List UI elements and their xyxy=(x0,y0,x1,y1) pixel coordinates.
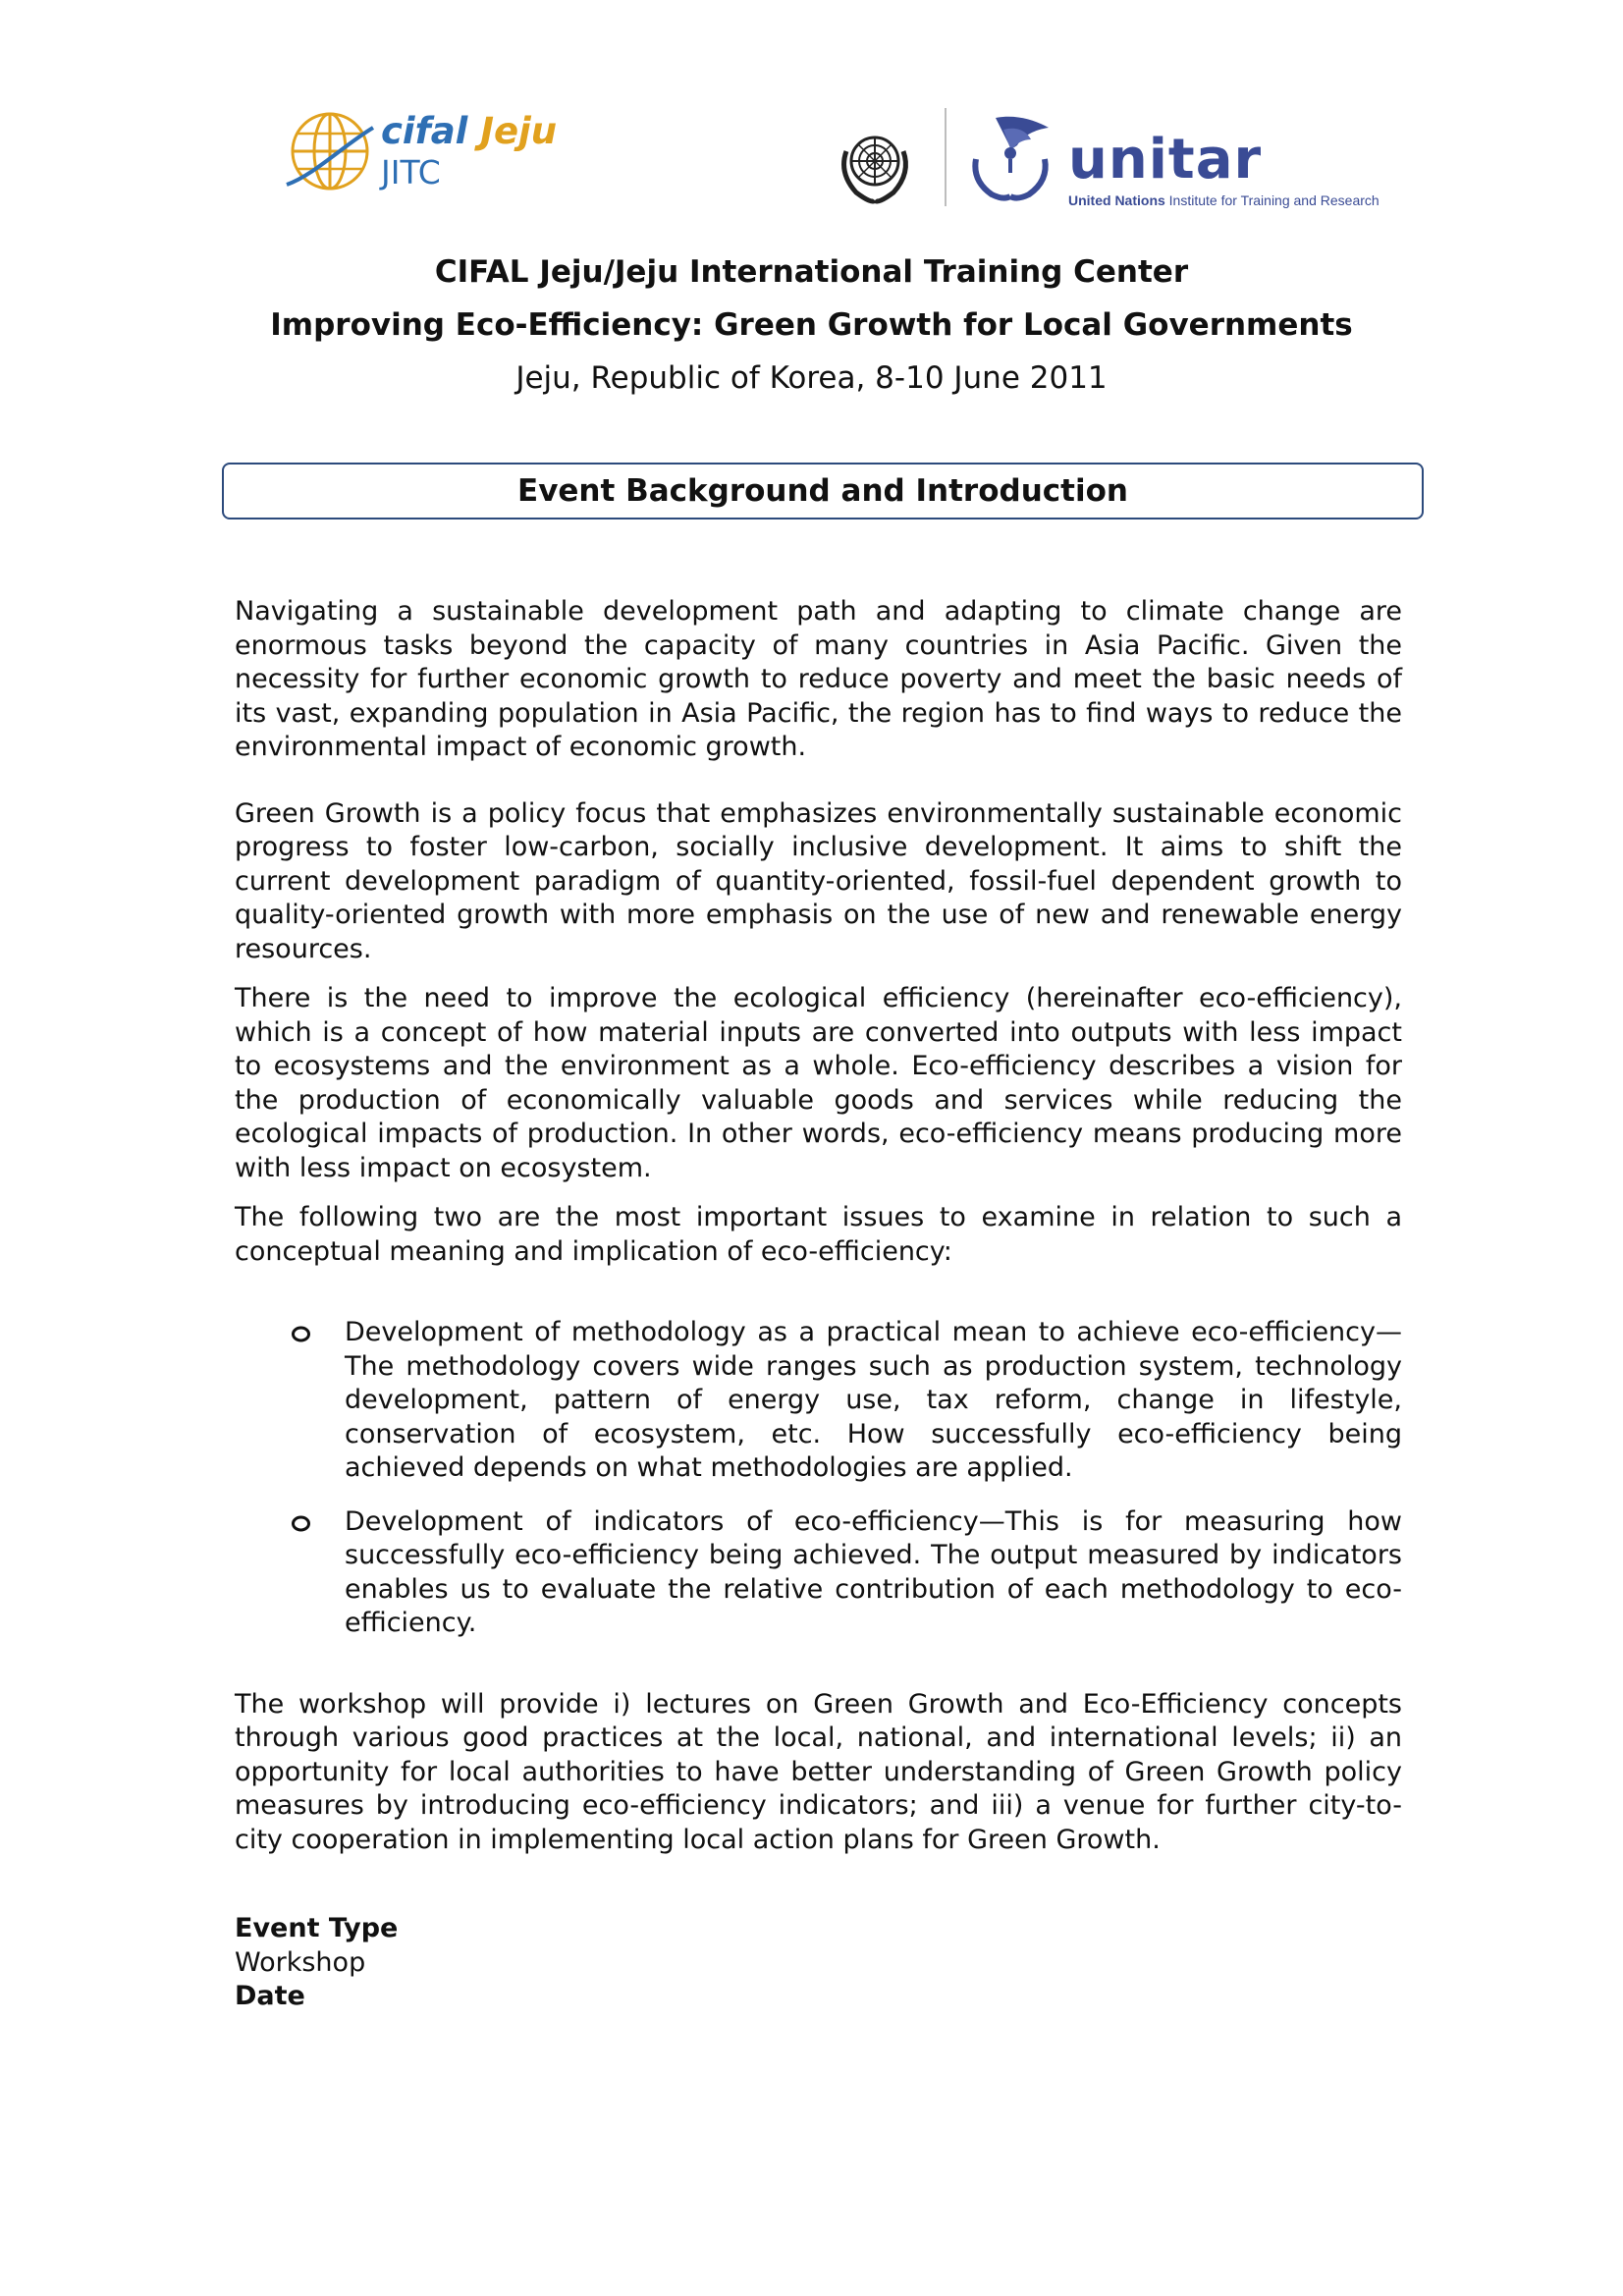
logo-divider xyxy=(945,108,947,206)
section-heading: Event Background and Introduction xyxy=(517,473,1128,509)
globe-icon xyxy=(285,106,375,196)
paragraph: The workshop will provide i) lectures on Green Growth and Eco-Efficiency concepts through various good practices at the local, national, and international levels; ii) an opportunity for local authorities to have better understanding of Green Growth policy measures by introducing eco-efficiency indicators; and iii) a venue for further city-to-city cooperation in implementing local action plans for Green Growth. xyxy=(235,1688,1402,1855)
document-body xyxy=(235,595,1402,2014)
date-label: Date xyxy=(235,1981,305,2011)
circle-bullet-icon xyxy=(291,1515,311,1532)
unitar-tagline: United Nations Institute for Training and Research xyxy=(1068,192,1380,208)
cifal-logo-text: cifal Jeju xyxy=(381,110,558,152)
list-item xyxy=(235,1505,1402,1641)
section-heading-box xyxy=(222,463,1424,519)
document-header xyxy=(0,246,1623,405)
unitar-emblem-icon xyxy=(966,110,1055,204)
document-title: CIFAL Jeju/Jeju International Training Center xyxy=(434,254,1189,290)
paragraph: There is the need to improve the ecological efficiency (hereinafter eco-efficiency), which is a concept of how material inputs are converted into outputs with less impact to ecosystems and the environment as a whole. Eco-efficiency describes a vision for the production of economically valuable goods and services while reducing the ecological impacts of production. In other words, eco-efficiency means producing more with less impact on ecosystem. xyxy=(235,983,1402,1183)
list-item-text: Development of methodology as a practical mean to achieve eco-efficiency—The methodology covers wide ranges such as production system, technology development, pattern of energy use, tax reform, change in lifestyle, conservation of ecosystem, etc. How successfully eco-efficiency being achieved depends on what methodologies are applied. xyxy=(345,1317,1402,1483)
paragraph: Navigating a sustainable development path and adapting to climate change are enormous tasks beyond the capacity of many countries in Asia Pacific. Given the necessity for further economic growth to reduce poverty and meet the basic needs of its vast, expanding population in Asia Pacific, the region has to find ways to reduce the environmental impact of economic growth. xyxy=(235,596,1402,762)
circle-bullet-icon xyxy=(291,1326,311,1342)
list-item-text: Development of indicators of eco-efficiency—This is for measuring how successfully eco-efficiency being achieved. The output measured by indicators enables us to evaluate the relative contribution of each methodology to eco-efficiency. xyxy=(345,1505,1402,1638)
list-item xyxy=(235,1316,1402,1486)
event-type-value: Workshop xyxy=(235,1946,366,1978)
document-subtitle: Improving Eco-Efficiency: Green Growth for Local Governments xyxy=(270,307,1353,343)
event-type-label: Event Type xyxy=(235,1913,399,1943)
jitc-logo-text: JITC xyxy=(381,153,441,191)
paragraph: Green Growth is a policy focus that emphasizes environmentally sustainable economic progress to foster low-carbon, socially inclusive development. It aims to shift the current development paradigm of quantity-oriented, fossil-fuel dependent growth to quality-oriented growth with more emphasis on the use of new and renewable energy resources. xyxy=(235,797,1402,964)
un-emblem-icon xyxy=(833,122,917,206)
unitar-logo-text: unitar xyxy=(1068,128,1263,191)
unitar-logo xyxy=(966,110,1398,218)
event-location-date: Jeju, Republic of Korea, 8-10 June 2011 xyxy=(515,360,1108,396)
bullet-list xyxy=(235,1316,1402,1641)
header-logos xyxy=(0,0,1623,226)
cifal-jeju-logo xyxy=(285,106,579,194)
paragraph: The following two are the most important issues to examine in relation to such a conceptual meaning and implication of eco-efficiency: xyxy=(235,1202,1402,1267)
